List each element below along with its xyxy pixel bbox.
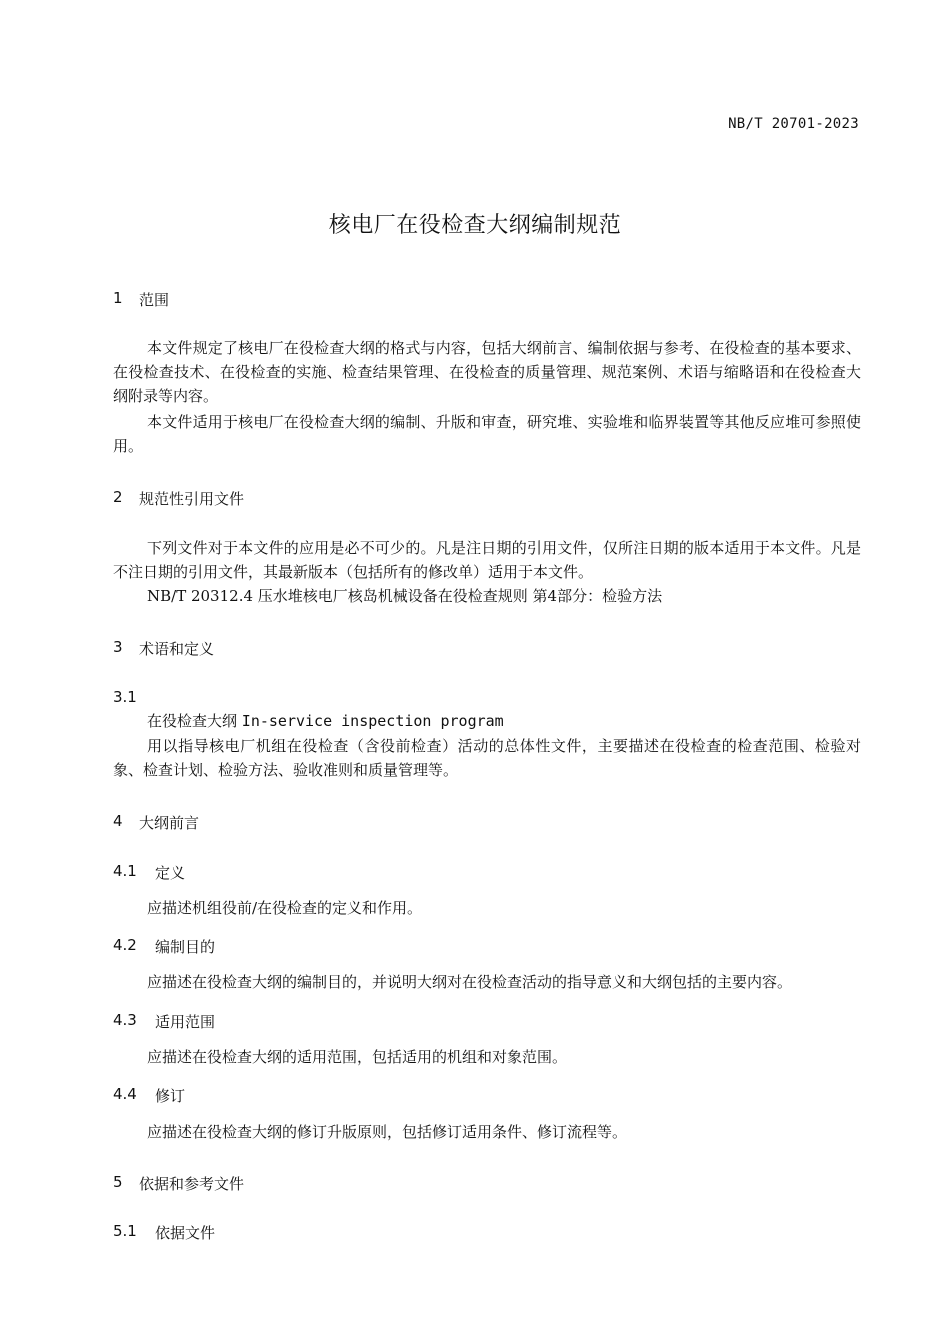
section-2-heading: [113, 488, 861, 509]
section-3-heading: [113, 638, 861, 659]
subsection-title: 修订: [155, 1087, 186, 1105]
section-4-2-paragraph: 应描述在役检查大纲的编制目的，并说明大纲对在役检查活动的指导意义和大纲包括的主要内容。: [147, 973, 793, 991]
section-4-4-paragraph: 应描述在役检查大纲的修订升版原则，包括修订适用条件、修订流程等。: [147, 1123, 628, 1141]
subsection-number: 3.1: [113, 688, 137, 706]
term-english: In-service inspection program: [241, 712, 504, 730]
subsection-number: 4.3: [113, 1011, 137, 1029]
section-4-3-heading: [113, 1011, 861, 1032]
term-definition: 用以指导核电厂机组在役检查（含役前检查）活动的总体性文件，主要描述在役检查的检查范围、检验对象、检查计划、检验方法、验收准则和质量管理等。: [113, 737, 861, 779]
section-2-paragraph-1: 下列文件对于本文件的应用是必不可少的。凡是注日期的引用文件，仅所注日期的版本适用于本文件。凡是不注日期的引用文件，其最新版本（包括所有的修改单）适用于本文件。: [113, 539, 861, 581]
section-1-heading: [113, 289, 861, 310]
section-4-3-paragraph: 应描述在役检查大纲的适用范围，包括适用的机组和对象范围。: [147, 1048, 568, 1066]
section-5-heading: [113, 1173, 861, 1194]
section-4-4-heading: [113, 1085, 861, 1106]
subsection-title: 编制目的: [155, 938, 216, 956]
subsection-number: 5.1: [113, 1222, 137, 1240]
section-1-paragraph-2: 本文件适用于核电厂在役检查大纲的编制、升版和审查，研究堆、实验堆和临界装置等其他反应堆可参照使用。: [113, 413, 861, 455]
section-3-1-number: [113, 688, 861, 706]
section-4-2-heading: [113, 936, 861, 957]
term-entry: [113, 709, 895, 733]
section-number: 1: [113, 289, 123, 307]
section-number: 4: [113, 812, 123, 830]
subsection-number: 4.4: [113, 1085, 137, 1103]
section-4-1-paragraph: 应描述机组役前/在役检查的定义和作用。: [147, 899, 423, 917]
section-title: 范围: [139, 291, 170, 309]
subsection-title: 依据文件: [155, 1224, 216, 1242]
section-number: 3: [113, 638, 123, 656]
document-title: 核电厂在役检查大纲编制规范: [328, 213, 622, 238]
section-number: 5: [113, 1173, 123, 1191]
term-chinese: 在役检查大纲: [147, 712, 238, 730]
section-4-1-heading: [113, 862, 861, 883]
section-4-heading: [113, 812, 861, 833]
section-title: 术语和定义: [139, 640, 215, 658]
section-number: 2: [113, 488, 123, 506]
subsection-number: 4.2: [113, 936, 137, 954]
document-code: NB/T 20701-2023: [728, 116, 859, 132]
section-5-1-heading: [113, 1222, 861, 1243]
subsection-title: 定义: [155, 864, 186, 882]
section-title: 大纲前言: [139, 814, 200, 832]
subsection-number: 4.1: [113, 862, 137, 880]
section-2-reference: NB/T 20312.4 压水堆核电厂核岛机械设备在役检查规则 第4部分：检验方法: [147, 587, 663, 605]
subsection-title: 适用范围: [155, 1013, 216, 1031]
section-title: 规范性引用文件: [139, 490, 245, 508]
section-1-paragraph-1: 本文件规定了核电厂在役检查大纲的格式与内容，包括大纲前言、编制依据与参考、在役检查的基本要求、在役检查技术、在役检查的实施、检查结果管理、在役检查的质量管理、规范案例、术语与缩略语和在役检查大纲附录等内容。: [113, 339, 861, 405]
section-title: 依据和参考文件: [139, 1175, 245, 1193]
